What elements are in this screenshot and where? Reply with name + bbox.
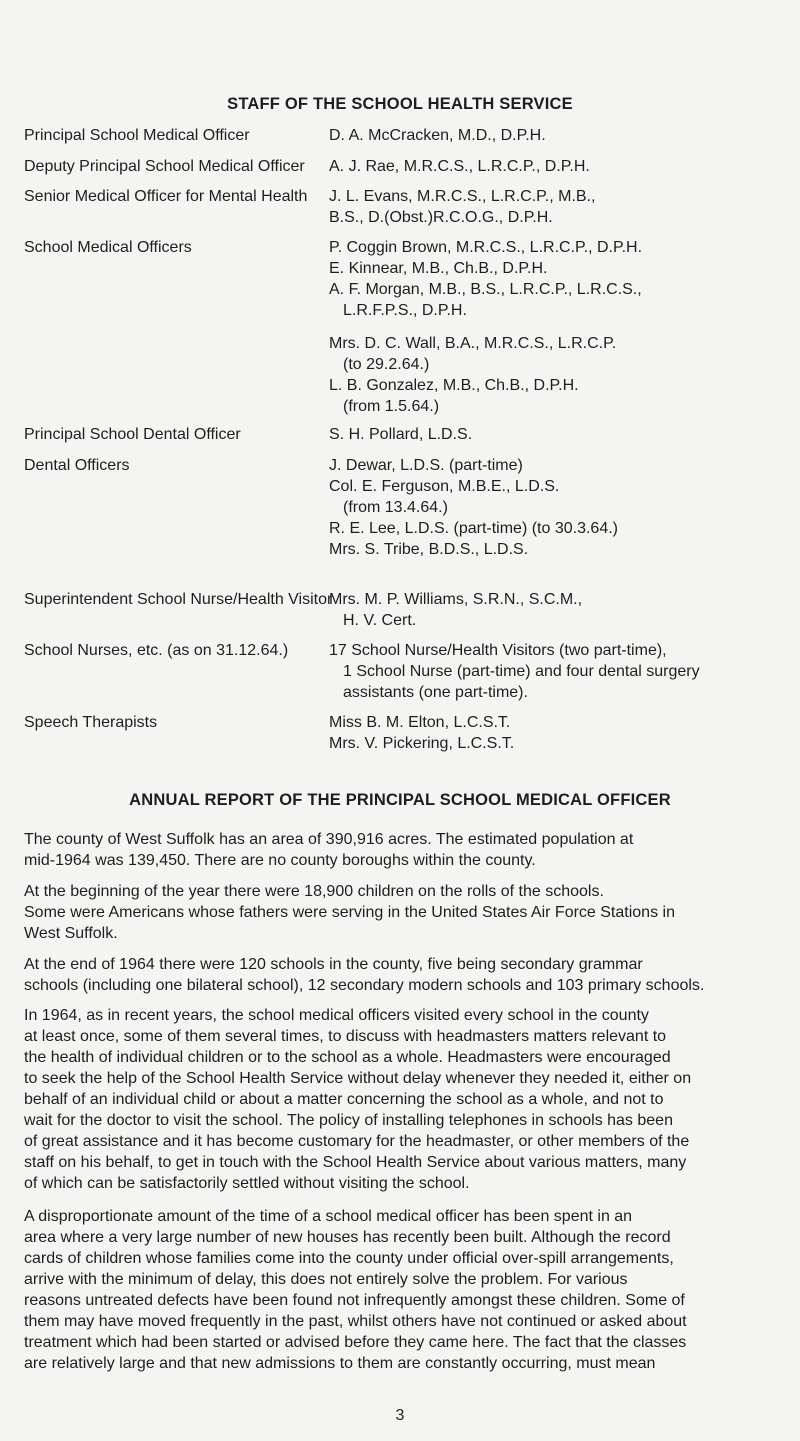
- staff-name-line: J. Dewar, L.D.S. (part-time): [329, 457, 523, 474]
- staff-name-line: 17 School Nurse/Health Visitors (two part-time),: [329, 642, 667, 659]
- staff-role: Deputy Principal School Medical Officer: [24, 158, 305, 175]
- staff-name-line: A. J. Rae, M.R.C.S., L.R.C.P., D.P.H.: [329, 158, 590, 175]
- staff-role: Principal School Medical Officer: [24, 127, 250, 144]
- staff-name-line: (from 1.5.64.): [343, 398, 440, 415]
- staff-names: [329, 589, 799, 631]
- paragraph: [24, 829, 784, 871]
- report-heading: ANNUAL REPORT OF THE PRINCIPAL SCHOOL MEDICAL OFFICER: [129, 791, 671, 809]
- paragraph: [24, 954, 784, 996]
- paragraph-line: schools (including one bilateral school), 12 secondary modern schools and 103 primary schools.: [24, 977, 705, 994]
- paragraph-line: of great assistance and it has become customary for the headmaster, or other members of the: [24, 1133, 690, 1150]
- paragraph-line: In 1964, as in recent years, the school medical officers visited every school in the county: [24, 1007, 649, 1024]
- staff-name-line: (to 29.2.64.): [343, 356, 430, 373]
- paragraph: [24, 1005, 784, 1194]
- staff-names: [329, 186, 799, 228]
- paragraph-line: of which can be satisfactorily settled without visiting the school.: [24, 1175, 470, 1192]
- staff-role: Superintendent School Nurse/Health Visitor: [24, 591, 333, 608]
- staff-names: [329, 712, 799, 754]
- paragraph-line: Some were Americans whose fathers were serving in the United States Air Force Stations in: [24, 904, 675, 921]
- paragraph-line: reasons untreated defects have been found not infrequently amongst these children. Some of: [24, 1292, 685, 1309]
- staff-name-line: Mrs. D. C. Wall, B.A., M.R.C.S., L.R.C.P.: [329, 335, 617, 352]
- staff-name-line: Col. E. Ferguson, M.B.E., L.D.S.: [329, 478, 560, 495]
- paragraph-line: them may have moved frequently in the past, whilst others have not continued or asked about: [24, 1313, 687, 1330]
- staff-name-line: Miss B. M. Elton, L.C.S.T.: [329, 714, 511, 731]
- staff-heading: STAFF OF THE SCHOOL HEALTH SERVICE: [227, 95, 573, 113]
- staff-name-line: J. L. Evans, M.R.C.S., L.R.C.P., M.B.,: [329, 188, 596, 205]
- staff-name-line: assistants (one part-time).: [343, 684, 528, 701]
- paragraph-line: At the end of 1964 there were 120 schools in the county, five being secondary grammar: [24, 956, 643, 973]
- staff-name-line: E. Kinnear, M.B., Ch.B., D.P.H.: [329, 260, 548, 277]
- staff-names: [329, 125, 799, 146]
- paragraph-line: to seek the help of the School Health Service without delay whenever they needed it, either on: [24, 1070, 692, 1087]
- paragraph-line: West Suffolk.: [24, 925, 118, 942]
- staff-name-line: D. A. McCracken, M.D., D.P.H.: [329, 127, 546, 144]
- staff-name-line: (from 13.4.64.): [343, 499, 448, 516]
- staff-name-line: L.R.F.P.S., D.P.H.: [343, 302, 467, 319]
- paragraph-line: At the beginning of the year there were 18,900 children on the rolls of the schools.: [24, 883, 604, 900]
- staff-names: [329, 237, 799, 417]
- staff-role: School Nurses, etc. (as on 31.12.64.): [24, 642, 289, 659]
- staff-name-line: H. V. Cert.: [343, 612, 417, 629]
- staff-role: Dental Officers: [24, 457, 130, 474]
- paragraph-line: at least once, some of them several times, to discuss with headmasters matters relevant to: [24, 1028, 667, 1045]
- staff-name-line: R. E. Lee, L.D.S. (part-time) (to 30.3.64.): [329, 520, 618, 537]
- staff-role: Speech Therapists: [24, 714, 158, 731]
- paragraph-line: cards of children whose families come into the county under official over-spill arrangements,: [24, 1250, 674, 1267]
- staff-name-line: Mrs. V. Pickering, L.C.S.T.: [329, 735, 515, 752]
- staff-names: [329, 640, 799, 703]
- staff-names: [329, 156, 799, 177]
- staff-name-line: Mrs. S. Tribe, B.D.S., L.D.S.: [329, 541, 529, 558]
- page-number: 3: [395, 1407, 405, 1424]
- paragraph-line: mid-1964 was 139,450. There are no county boroughs within the county.: [24, 852, 536, 869]
- staff-name-line: L. B. Gonzalez, M.B., Ch.B., D.P.H.: [329, 377, 579, 394]
- staff-name-line: Mrs. M. P. Williams, S.R.N., S.C.M.,: [329, 591, 583, 608]
- paragraph-line: behalf of an individual child or about a matter concerning the school as a whole, and not to: [24, 1091, 664, 1108]
- spacer: [329, 321, 799, 333]
- paragraph-line: A disproportionate amount of the time of a school medical officer has been spent in an: [24, 1208, 633, 1225]
- staff-names: [329, 455, 799, 560]
- paragraph: [24, 881, 784, 944]
- staff-names: [329, 424, 799, 445]
- staff-name-line: A. F. Morgan, M.B., B.S., L.R.C.P., L.R.C.S.,: [329, 281, 642, 298]
- staff-name-line: S. H. Pollard, L.D.S.: [329, 426, 473, 443]
- paragraph-line: staff on his behalf, to get in touch with the School Health Service about various matters, many: [24, 1154, 687, 1171]
- paragraph-line: wait for the doctor to visit the school. The policy of installing telephones in schools has been: [24, 1112, 673, 1129]
- staff-role: School Medical Officers: [24, 239, 192, 256]
- staff-name-line: P. Coggin Brown, M.R.C.S., L.R.C.P., D.P.H.: [329, 239, 643, 256]
- paragraph-line: area where a very large number of new houses has recently been built. Although the record: [24, 1229, 671, 1246]
- paragraph: [24, 1206, 784, 1374]
- paragraph-line: are relatively large and that new admissions to them are constantly occurring, must mean: [24, 1355, 656, 1372]
- paragraph-line: arrive with the minimum of delay, this does not entirely solve the problem. For various: [24, 1271, 628, 1288]
- staff-name-line: 1 School Nurse (part-time) and four dental surgery: [343, 663, 700, 680]
- paragraph-line: The county of West Suffolk has an area of 390,916 acres. The estimated population at: [24, 831, 634, 848]
- staff-name-line: B.S., D.(Obst.)R.C.O.G., D.P.H.: [329, 209, 553, 226]
- paragraph-line: the health of individual children or to the school as a whole. Headmasters were encouraged: [24, 1049, 671, 1066]
- paragraph-line: treatment which had been started or advised before they came here. The fact that the classes: [24, 1334, 687, 1351]
- staff-role: Senior Medical Officer for Mental Health: [24, 188, 308, 205]
- staff-role: Principal School Dental Officer: [24, 426, 241, 443]
